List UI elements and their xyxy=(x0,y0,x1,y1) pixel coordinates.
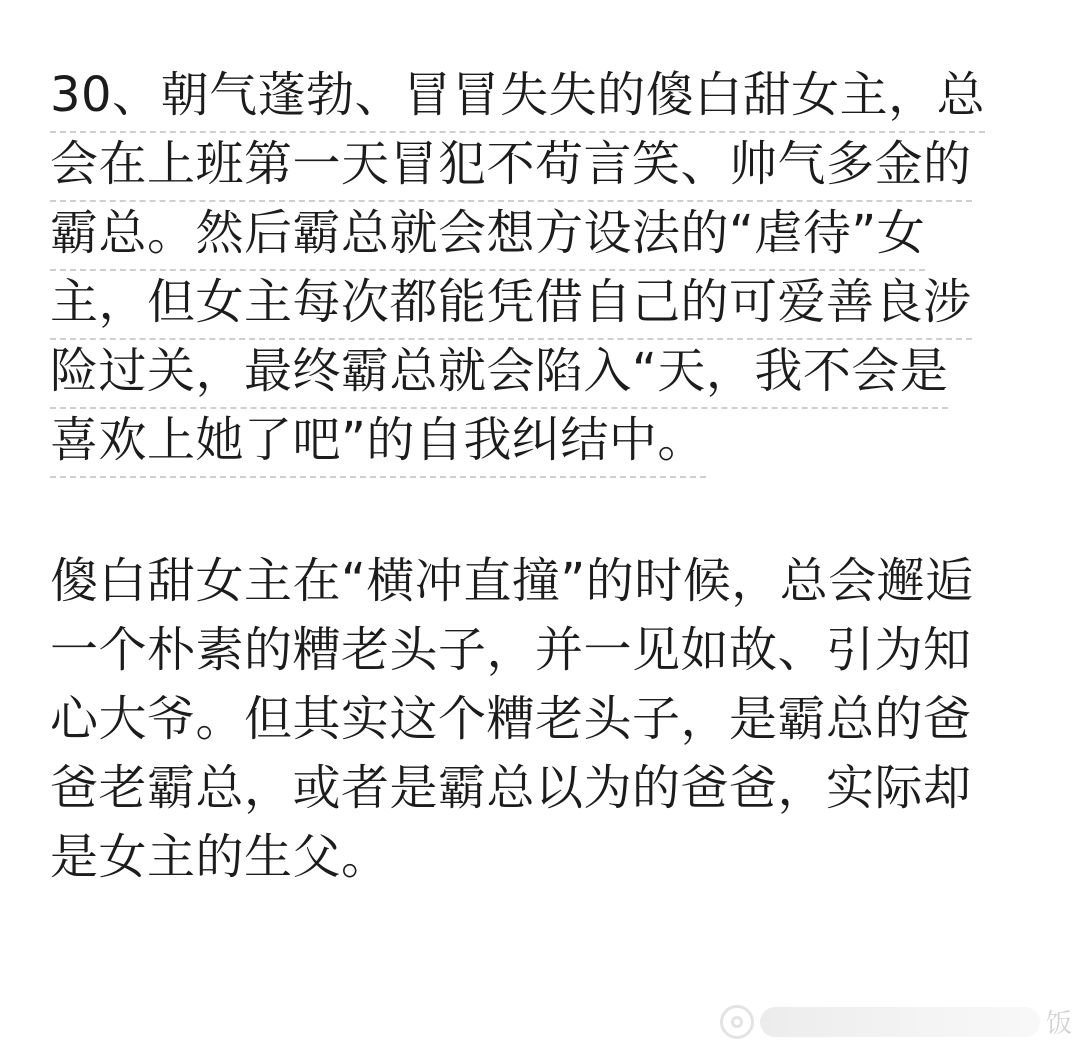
text-line: 爸老霸总，或者是霸总以为的爸爸，实际却 xyxy=(50,760,972,816)
text-line: 傻白甜女主在“横冲直撞”的时候，总会邂逅 xyxy=(50,553,974,609)
watermark xyxy=(720,1003,1072,1040)
text-line: 险过关，最终霸总就会陷入“天，我不会是 xyxy=(50,340,948,409)
text-line: 主，但女主每次都能凭借自己的可爱善良涉 xyxy=(50,271,972,340)
text-line: 霸总。然后霸总就会想方设法的“虐待”女 xyxy=(50,202,925,271)
post-body xyxy=(50,64,1040,895)
paragraph-spacer xyxy=(50,478,1040,550)
weibo-logo-icon xyxy=(720,1005,754,1039)
text-line: 喜欢上她了吧”的自我纠结中。 xyxy=(50,409,706,478)
watermark-text: 饭 xyxy=(1045,1009,1072,1039)
text-line: 心大爷。但其实这个糟老头子，是霸总的爸 xyxy=(50,691,972,747)
text-line: 会在上班第一天冒犯不苟言笑、帅气多金的 xyxy=(50,133,972,202)
watermark-username-blur xyxy=(760,1007,1040,1037)
text-line: 是女主的生父。 xyxy=(50,829,390,885)
text-line: 一个朴素的糟老头子，并一见如故、引为知 xyxy=(50,622,972,678)
text-line: 30、朝气蓬勃、冒冒失失的傻白甜女主，总 xyxy=(50,64,985,133)
paragraph-2 xyxy=(50,550,1040,895)
paragraph-1 xyxy=(50,64,1040,478)
